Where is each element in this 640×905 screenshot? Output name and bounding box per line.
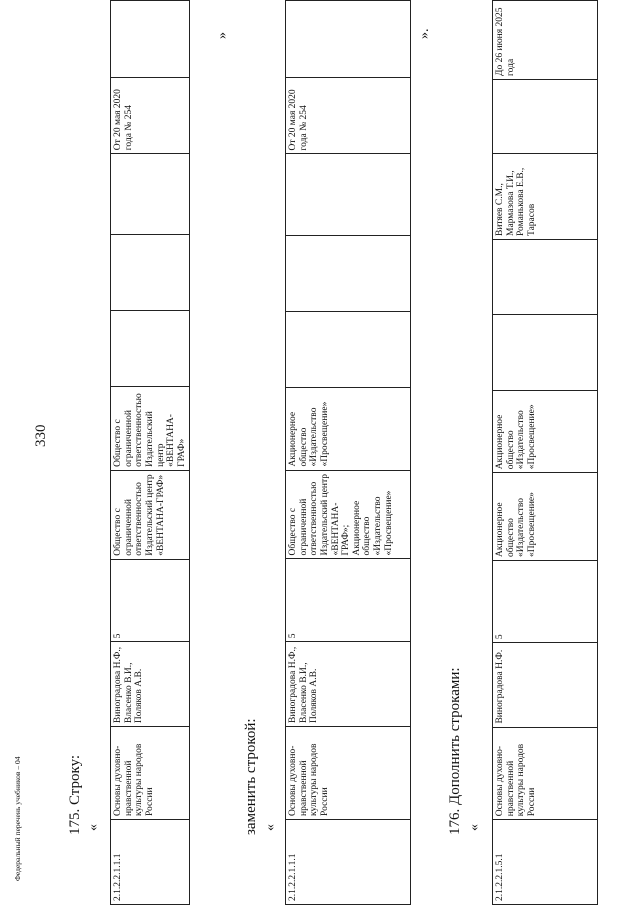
section-heading: 176. Дополнить строками: [447,667,463,835]
close-quote: » [215,32,230,39]
cell-order: От 20 мая 2020 года № 254 [111,77,190,153]
cell-rights-holder: Общество с ограниченной ответственностью Издательский центр «ВЕНТАНА-ГРАФ» [111,387,190,471]
cell-rights-holder: Акционерное общество «Издательство «Просвещение» [493,390,598,473]
cell-code: 2.1.2.2.1.1.1 [111,820,190,905]
section-table [492,0,598,905]
open-quote: « [263,824,278,831]
cell-empty [493,315,598,390]
cell-until [286,1,411,78]
cell-authors: Виноградова Н.Ф., Власенко В.И., Поляков А.В. [111,642,190,727]
cell-empty [111,235,190,311]
open-quote: « [467,824,482,831]
cell-title: Основы духовно-нравственной культуры народов России [111,727,190,820]
cell-coauthors: Витяев С.М., Мармазова Т.И., Романькова Е.В., Тарасов [493,153,598,239]
cell-until [111,1,190,78]
cell-authors: Виноградова Н.Ф. [493,643,598,727]
cell-rights-holder: Акционерное общество «Издательство «Просвещение» [286,387,411,470]
section-heading: заменить строкой: [243,718,259,835]
cell-publisher: Акционерное общество «Издательство «Просвещение» [493,473,598,561]
cell-grade: 5 [286,559,411,642]
open-quote: « [86,824,101,831]
table-row [286,1,411,905]
cell-until: До 26 июня 2025 года [493,1,598,80]
cell-empty [111,154,190,235]
footer-text: Федеральный перечень учебников – 04 [13,756,22,881]
section-heading: 175. Строку: [67,754,83,835]
cell-code: 2.1.2.2.1.1.1 [286,819,411,904]
cell-empty [286,311,411,387]
cell-publisher: Общество с ограниченной ответственностью Издательский центр «ВЕНТАНА-ГРАФ» [111,470,190,559]
page-number: 330 [33,424,49,447]
cell-authors: Виноградова Н.Ф., Власенко В.И., Поляков А.В. [286,642,411,727]
cell-grade: 5 [493,560,598,642]
close-quote: ». [417,28,432,39]
cell-code: 2.1.2.2.1.5.1 [493,820,598,905]
section-table [110,0,190,905]
table-row [111,1,190,905]
table-row [493,1,598,905]
cell-title: Основы духовно-нравственной культуры народов России [493,727,598,820]
cell-grade: 5 [111,559,190,642]
cell-empty [493,239,598,314]
cell-order [493,79,598,153]
cell-order: От 20 мая 2020 года № 254 [286,78,411,154]
cell-publisher: Общество с ограниченной ответственностью Издательский центр «ВЕНТАНА-ГРАФ»; Акционерное общество «Издательство «Просвещение» [286,470,411,559]
cell-empty [286,235,411,311]
cell-title: Основы духовно-нравственной культуры народов России [286,726,411,819]
cell-empty [111,311,190,387]
section-table [285,0,411,905]
cell-empty [286,154,411,235]
